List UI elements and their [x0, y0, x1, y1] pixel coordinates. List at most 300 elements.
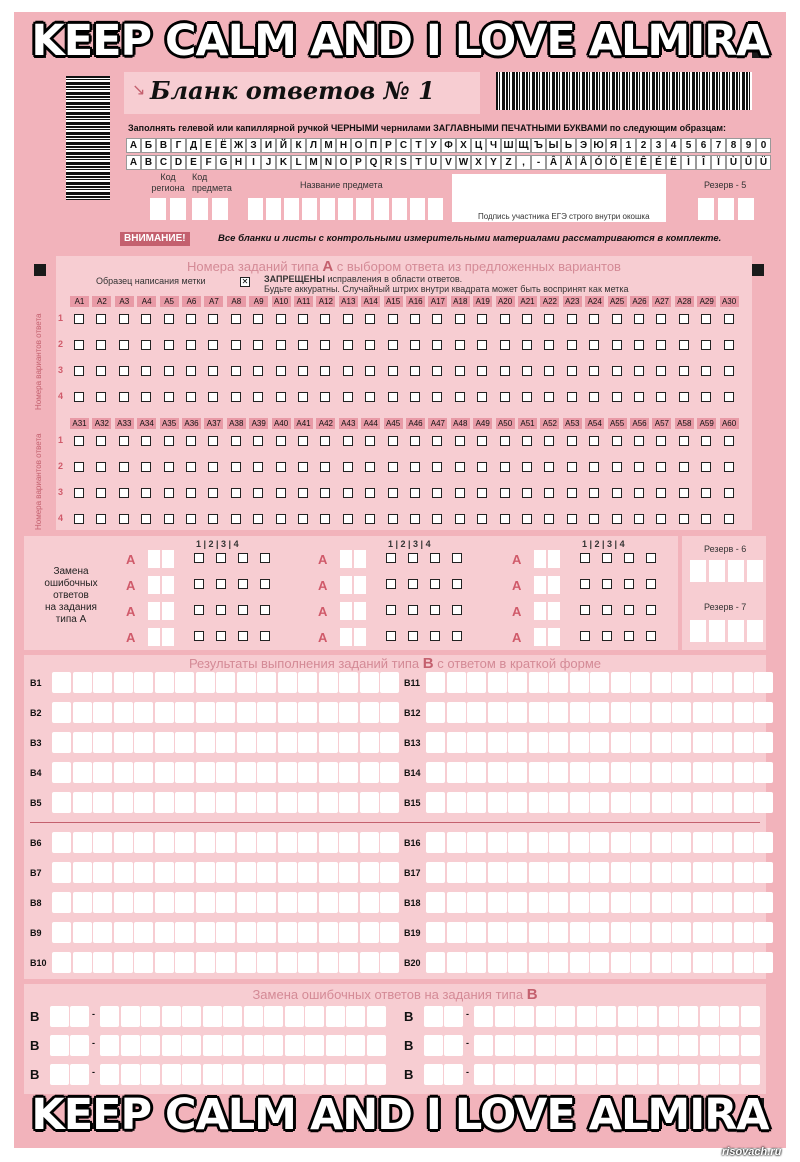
- answer-checkbox[interactable]: [253, 366, 263, 376]
- answer-checkbox[interactable]: [388, 314, 398, 324]
- answer-cell[interactable]: [175, 862, 194, 883]
- answer-checkbox[interactable]: [701, 436, 711, 446]
- answer-cell[interactable]: [305, 1035, 324, 1056]
- answer-cell[interactable]: [319, 832, 338, 853]
- answer-cell[interactable]: [426, 862, 445, 883]
- answer-checkbox[interactable]: [580, 605, 590, 615]
- answer-checkbox[interactable]: [500, 514, 510, 524]
- answer-cell[interactable]: [672, 862, 691, 883]
- answer-cell[interactable]: [52, 762, 71, 783]
- answer-cell[interactable]: [339, 862, 358, 883]
- answer-cell[interactable]: [264, 1006, 283, 1027]
- answer-checkbox[interactable]: [624, 631, 634, 641]
- answer-checkbox[interactable]: [410, 488, 420, 498]
- answer-checkbox[interactable]: [477, 488, 487, 498]
- answer-checkbox[interactable]: [74, 366, 84, 376]
- task-number-cell[interactable]: [354, 550, 366, 568]
- answer-cell[interactable]: [488, 732, 507, 753]
- answer-cell[interactable]: [155, 732, 174, 753]
- answer-checkbox[interactable]: [522, 340, 532, 350]
- answer-cell[interactable]: [298, 922, 317, 943]
- answer-cell[interactable]: [570, 952, 589, 973]
- answer-cell[interactable]: [339, 832, 358, 853]
- answer-cell[interactable]: [134, 832, 153, 853]
- answer-cell[interactable]: [155, 672, 174, 693]
- answer-checkbox[interactable]: [186, 366, 196, 376]
- answer-cell[interactable]: [216, 862, 235, 883]
- answer-cell[interactable]: [121, 1006, 140, 1027]
- answer-cell[interactable]: [114, 832, 133, 853]
- task-number-cell[interactable]: [340, 576, 352, 594]
- answer-cell[interactable]: [754, 792, 773, 813]
- answer-checkbox[interactable]: [238, 579, 248, 589]
- answer-checkbox[interactable]: [74, 514, 84, 524]
- answer-checkbox[interactable]: [500, 314, 510, 324]
- answer-checkbox[interactable]: [500, 366, 510, 376]
- answer-cell[interactable]: [713, 832, 732, 853]
- answer-cell[interactable]: [754, 952, 773, 973]
- answer-cell[interactable]: [216, 792, 235, 813]
- answer-cell[interactable]: [203, 1035, 222, 1056]
- reserve-cell[interactable]: [690, 620, 706, 642]
- answer-cell[interactable]: [237, 862, 256, 883]
- answer-cell[interactable]: [508, 672, 527, 693]
- answer-checkbox[interactable]: [276, 462, 286, 472]
- answer-checkbox[interactable]: [544, 514, 554, 524]
- answer-cell[interactable]: [339, 922, 358, 943]
- answer-cell[interactable]: [175, 832, 194, 853]
- answer-checkbox[interactable]: [656, 436, 666, 446]
- answer-cell[interactable]: [508, 922, 527, 943]
- answer-checkbox[interactable]: [656, 392, 666, 402]
- answer-checkbox[interactable]: [388, 366, 398, 376]
- answer-checkbox[interactable]: [216, 631, 226, 641]
- answer-cell[interactable]: [536, 1035, 555, 1056]
- answer-checkbox[interactable]: [343, 462, 353, 472]
- answer-cell[interactable]: [155, 922, 174, 943]
- answer-cell[interactable]: [515, 1006, 534, 1027]
- answer-cell[interactable]: [257, 952, 276, 973]
- answer-cell[interactable]: [196, 862, 215, 883]
- answer-checkbox[interactable]: [298, 392, 308, 402]
- answer-checkbox[interactable]: [646, 631, 656, 641]
- answer-cell[interactable]: [93, 702, 112, 723]
- answer-cell[interactable]: [278, 792, 297, 813]
- subject-name-cell[interactable]: [284, 198, 299, 220]
- answer-checkbox[interactable]: [612, 462, 622, 472]
- answer-cell[interactable]: [426, 702, 445, 723]
- answer-cell[interactable]: [257, 702, 276, 723]
- answer-cell[interactable]: [549, 832, 568, 853]
- answer-cell[interactable]: [52, 862, 71, 883]
- answer-cell[interactable]: [652, 702, 671, 723]
- answer-cell[interactable]: [175, 892, 194, 913]
- answer-cell[interactable]: [175, 922, 194, 943]
- answer-checkbox[interactable]: [430, 579, 440, 589]
- task-number-cell[interactable]: [148, 602, 160, 620]
- answer-cell[interactable]: [360, 922, 379, 943]
- answer-cell[interactable]: [319, 732, 338, 753]
- answer-cell[interactable]: [319, 792, 338, 813]
- answer-checkbox[interactable]: [216, 579, 226, 589]
- answer-cell[interactable]: [495, 1035, 514, 1056]
- answer-cell[interactable]: [162, 1064, 181, 1085]
- answer-checkbox[interactable]: [164, 462, 174, 472]
- answer-cell[interactable]: [134, 732, 153, 753]
- answer-cell[interactable]: [93, 672, 112, 693]
- answer-cell[interactable]: [223, 1006, 242, 1027]
- answer-checkbox[interactable]: [408, 631, 418, 641]
- answer-cell[interactable]: [134, 672, 153, 693]
- answer-cell[interactable]: [631, 792, 650, 813]
- answer-checkbox[interactable]: [567, 436, 577, 446]
- answer-cell[interactable]: [549, 702, 568, 723]
- answer-cell[interactable]: [52, 952, 71, 973]
- answer-cell[interactable]: [529, 922, 548, 943]
- answer-cell[interactable]: [93, 862, 112, 883]
- answer-cell[interactable]: [134, 792, 153, 813]
- answer-cell[interactable]: [196, 892, 215, 913]
- answer-cell[interactable]: [100, 1064, 119, 1085]
- answer-checkbox[interactable]: [701, 462, 711, 472]
- answer-cell[interactable]: [618, 1064, 637, 1085]
- subject-name-cell[interactable]: [320, 198, 335, 220]
- answer-checkbox[interactable]: [410, 340, 420, 350]
- answer-checkbox[interactable]: [96, 488, 106, 498]
- answer-checkbox[interactable]: [298, 462, 308, 472]
- answer-cell[interactable]: [754, 862, 773, 883]
- task-number-cell[interactable]: [148, 628, 160, 646]
- answer-cell[interactable]: [508, 762, 527, 783]
- answer-cell[interactable]: [257, 862, 276, 883]
- answer-cell[interactable]: [360, 702, 379, 723]
- answer-checkbox[interactable]: [544, 462, 554, 472]
- answer-checkbox[interactable]: [410, 436, 420, 446]
- answer-checkbox[interactable]: [500, 436, 510, 446]
- answer-cell[interactable]: [73, 892, 92, 913]
- answer-checkbox[interactable]: [96, 436, 106, 446]
- answer-cell[interactable]: [495, 1006, 514, 1027]
- answer-checkbox[interactable]: [522, 514, 532, 524]
- answer-checkbox[interactable]: [253, 392, 263, 402]
- task-number-cell[interactable]: [534, 602, 546, 620]
- answer-checkbox[interactable]: [646, 579, 656, 589]
- answer-checkbox[interactable]: [386, 605, 396, 615]
- answer-cell[interactable]: [182, 1006, 201, 1027]
- answer-cell[interactable]: [529, 762, 548, 783]
- answer-checkbox[interactable]: [522, 436, 532, 446]
- answer-cell[interactable]: [590, 862, 609, 883]
- answer-cell[interactable]: [264, 1035, 283, 1056]
- answer-cell[interactable]: [244, 1035, 263, 1056]
- task-number-cell[interactable]: [162, 628, 174, 646]
- answer-checkbox[interactable]: [365, 366, 375, 376]
- reserve-cell[interactable]: [709, 620, 725, 642]
- answer-cell[interactable]: [508, 862, 527, 883]
- answer-cell[interactable]: [631, 702, 650, 723]
- answer-cell[interactable]: [631, 832, 650, 853]
- answer-checkbox[interactable]: [141, 366, 151, 376]
- answer-cell[interactable]: [679, 1006, 698, 1027]
- answer-cell[interactable]: [734, 892, 753, 913]
- answer-cell[interactable]: [590, 832, 609, 853]
- answer-checkbox[interactable]: [260, 579, 270, 589]
- answer-checkbox[interactable]: [408, 605, 418, 615]
- answer-cell[interactable]: [73, 732, 92, 753]
- answer-cell[interactable]: [467, 792, 486, 813]
- answer-cell[interactable]: [672, 892, 691, 913]
- answer-cell[interactable]: [700, 1035, 719, 1056]
- subject-name-cell[interactable]: [356, 198, 371, 220]
- answer-checkbox[interactable]: [141, 436, 151, 446]
- answer-cell[interactable]: [182, 1035, 201, 1056]
- task-number-cell[interactable]: [354, 602, 366, 620]
- task-number-cell[interactable]: [70, 1035, 89, 1056]
- answer-checkbox[interactable]: [410, 392, 420, 402]
- answer-cell[interactable]: [216, 832, 235, 853]
- task-number-cell[interactable]: [148, 550, 160, 568]
- answer-cell[interactable]: [278, 702, 297, 723]
- answer-cell[interactable]: [52, 832, 71, 853]
- answer-checkbox[interactable]: [612, 514, 622, 524]
- answer-checkbox[interactable]: [320, 314, 330, 324]
- task-number-cell[interactable]: [424, 1064, 443, 1085]
- answer-cell[interactable]: [631, 892, 650, 913]
- answer-checkbox[interactable]: [74, 462, 84, 472]
- answer-cell[interactable]: [339, 892, 358, 913]
- answer-cell[interactable]: [100, 1035, 119, 1056]
- answer-cell[interactable]: [237, 762, 256, 783]
- task-number-cell[interactable]: [424, 1006, 443, 1027]
- answer-cell[interactable]: [278, 922, 297, 943]
- answer-cell[interactable]: [175, 792, 194, 813]
- answer-checkbox[interactable]: [589, 514, 599, 524]
- answer-checkbox[interactable]: [119, 340, 129, 350]
- answer-cell[interactable]: [529, 892, 548, 913]
- answer-cell[interactable]: [447, 862, 466, 883]
- answer-checkbox[interactable]: [701, 488, 711, 498]
- answer-cell[interactable]: [114, 672, 133, 693]
- answer-checkbox[interactable]: [365, 340, 375, 350]
- answer-cell[interactable]: [73, 952, 92, 973]
- answer-checkbox[interactable]: [186, 314, 196, 324]
- answer-cell[interactable]: [754, 672, 773, 693]
- answer-checkbox[interactable]: [455, 392, 465, 402]
- answer-checkbox[interactable]: [96, 392, 106, 402]
- answer-cell[interactable]: [611, 792, 630, 813]
- answer-checkbox[interactable]: [567, 314, 577, 324]
- answer-cell[interactable]: [713, 762, 732, 783]
- answer-checkbox[interactable]: [388, 514, 398, 524]
- answer-cell[interactable]: [741, 1035, 760, 1056]
- answer-checkbox[interactable]: [96, 366, 106, 376]
- answer-cell[interactable]: [741, 1064, 760, 1085]
- answer-checkbox[interactable]: [231, 462, 241, 472]
- answer-cell[interactable]: [713, 862, 732, 883]
- answer-checkbox[interactable]: [455, 366, 465, 376]
- answer-cell[interactable]: [467, 922, 486, 943]
- answer-cell[interactable]: [734, 732, 753, 753]
- answer-checkbox[interactable]: [724, 366, 734, 376]
- answer-cell[interactable]: [467, 672, 486, 693]
- answer-checkbox[interactable]: [612, 436, 622, 446]
- answer-cell[interactable]: [720, 1064, 739, 1085]
- answer-checkbox[interactable]: [365, 314, 375, 324]
- task-number-cell[interactable]: [162, 602, 174, 620]
- answer-cell[interactable]: [536, 1064, 555, 1085]
- task-number-cell[interactable]: [548, 628, 560, 646]
- answer-cell[interactable]: [380, 862, 399, 883]
- answer-cell[interactable]: [693, 952, 712, 973]
- answer-checkbox[interactable]: [724, 488, 734, 498]
- answer-cell[interactable]: [223, 1064, 242, 1085]
- answer-checkbox[interactable]: [602, 579, 612, 589]
- answer-checkbox[interactable]: [343, 340, 353, 350]
- answer-checkbox[interactable]: [276, 514, 286, 524]
- answer-checkbox[interactable]: [567, 392, 577, 402]
- answer-checkbox[interactable]: [679, 462, 689, 472]
- answer-cell[interactable]: [570, 762, 589, 783]
- answer-checkbox[interactable]: [410, 314, 420, 324]
- answer-cell[interactable]: [380, 832, 399, 853]
- task-number-cell[interactable]: [354, 628, 366, 646]
- answer-checkbox[interactable]: [589, 488, 599, 498]
- subject-code-cell[interactable]: [192, 198, 208, 220]
- answer-cell[interactable]: [488, 762, 507, 783]
- answer-cell[interactable]: [298, 702, 317, 723]
- answer-checkbox[interactable]: [216, 553, 226, 563]
- answer-checkbox[interactable]: [164, 314, 174, 324]
- answer-cell[interactable]: [155, 702, 174, 723]
- answer-cell[interactable]: [754, 922, 773, 943]
- task-number-cell[interactable]: [340, 550, 352, 568]
- answer-checkbox[interactable]: [74, 488, 84, 498]
- answer-checkbox[interactable]: [253, 462, 263, 472]
- answer-cell[interactable]: [216, 732, 235, 753]
- answer-cell[interactable]: [426, 832, 445, 853]
- answer-cell[interactable]: [590, 702, 609, 723]
- answer-cell[interactable]: [73, 832, 92, 853]
- answer-checkbox[interactable]: [119, 436, 129, 446]
- answer-checkbox[interactable]: [253, 314, 263, 324]
- answer-cell[interactable]: [216, 892, 235, 913]
- answer-cell[interactable]: [257, 922, 276, 943]
- answer-cell[interactable]: [134, 702, 153, 723]
- answer-cell[interactable]: [549, 732, 568, 753]
- task-number-cell[interactable]: [340, 602, 352, 620]
- answer-cell[interactable]: [52, 922, 71, 943]
- answer-cell[interactable]: [380, 792, 399, 813]
- answer-cell[interactable]: [672, 792, 691, 813]
- subject-code-cell[interactable]: [212, 198, 228, 220]
- answer-cell[interactable]: [652, 892, 671, 913]
- answer-cell[interactable]: [52, 892, 71, 913]
- answer-cell[interactable]: [298, 952, 317, 973]
- answer-cell[interactable]: [367, 1035, 386, 1056]
- answer-checkbox[interactable]: [119, 514, 129, 524]
- answer-checkbox[interactable]: [74, 392, 84, 402]
- answer-cell[interactable]: [339, 792, 358, 813]
- answer-checkbox[interactable]: [231, 392, 241, 402]
- answer-checkbox[interactable]: [388, 436, 398, 446]
- answer-cell[interactable]: [447, 732, 466, 753]
- answer-checkbox[interactable]: [276, 436, 286, 446]
- answer-cell[interactable]: [380, 922, 399, 943]
- answer-checkbox[interactable]: [386, 579, 396, 589]
- answer-cell[interactable]: [380, 892, 399, 913]
- answer-cell[interactable]: [631, 922, 650, 943]
- answer-cell[interactable]: [298, 892, 317, 913]
- answer-cell[interactable]: [652, 732, 671, 753]
- answer-cell[interactable]: [339, 952, 358, 973]
- answer-checkbox[interactable]: [522, 462, 532, 472]
- answer-checkbox[interactable]: [646, 605, 656, 615]
- answer-cell[interactable]: [597, 1064, 616, 1085]
- answer-checkbox[interactable]: [679, 366, 689, 376]
- answer-cell[interactable]: [319, 922, 338, 943]
- answer-cell[interactable]: [638, 1064, 657, 1085]
- answer-cell[interactable]: [346, 1006, 365, 1027]
- answer-checkbox[interactable]: [679, 488, 689, 498]
- answer-cell[interactable]: [339, 672, 358, 693]
- answer-checkbox[interactable]: [298, 314, 308, 324]
- answer-cell[interactable]: [713, 892, 732, 913]
- answer-cell[interactable]: [638, 1006, 657, 1027]
- answer-cell[interactable]: [672, 922, 691, 943]
- answer-cell[interactable]: [141, 1035, 160, 1056]
- answer-checkbox[interactable]: [96, 314, 106, 324]
- task-number-cell[interactable]: [50, 1035, 69, 1056]
- answer-checkbox[interactable]: [624, 605, 634, 615]
- answer-checkbox[interactable]: [580, 553, 590, 563]
- answer-checkbox[interactable]: [589, 366, 599, 376]
- answer-cell[interactable]: [577, 1006, 596, 1027]
- answer-cell[interactable]: [380, 952, 399, 973]
- answer-checkbox[interactable]: [701, 366, 711, 376]
- answer-checkbox[interactable]: [298, 514, 308, 524]
- answer-cell[interactable]: [467, 892, 486, 913]
- answer-checkbox[interactable]: [208, 462, 218, 472]
- answer-cell[interactable]: [380, 732, 399, 753]
- answer-checkbox[interactable]: [365, 462, 375, 472]
- answer-cell[interactable]: [264, 1064, 283, 1085]
- answer-cell[interactable]: [618, 1035, 637, 1056]
- answer-checkbox[interactable]: [477, 340, 487, 350]
- answer-checkbox[interactable]: [477, 392, 487, 402]
- answer-cell[interactable]: [155, 952, 174, 973]
- answer-cell[interactable]: [134, 892, 153, 913]
- subject-name-cell[interactable]: [338, 198, 353, 220]
- answer-checkbox[interactable]: [119, 462, 129, 472]
- answer-cell[interactable]: [447, 762, 466, 783]
- answer-checkbox[interactable]: [231, 366, 241, 376]
- answer-cell[interactable]: [121, 1035, 140, 1056]
- answer-checkbox[interactable]: [164, 488, 174, 498]
- answer-cell[interactable]: [488, 922, 507, 943]
- answer-checkbox[interactable]: [724, 340, 734, 350]
- answer-checkbox[interactable]: [365, 514, 375, 524]
- answer-cell[interactable]: [652, 672, 671, 693]
- answer-cell[interactable]: [652, 952, 671, 973]
- answer-cell[interactable]: [474, 1064, 493, 1085]
- task-number-cell[interactable]: [444, 1035, 463, 1056]
- answer-cell[interactable]: [162, 1006, 181, 1027]
- answer-cell[interactable]: [257, 732, 276, 753]
- answer-cell[interactable]: [237, 672, 256, 693]
- answer-cell[interactable]: [693, 922, 712, 943]
- answer-cell[interactable]: [52, 792, 71, 813]
- answer-checkbox[interactable]: [343, 314, 353, 324]
